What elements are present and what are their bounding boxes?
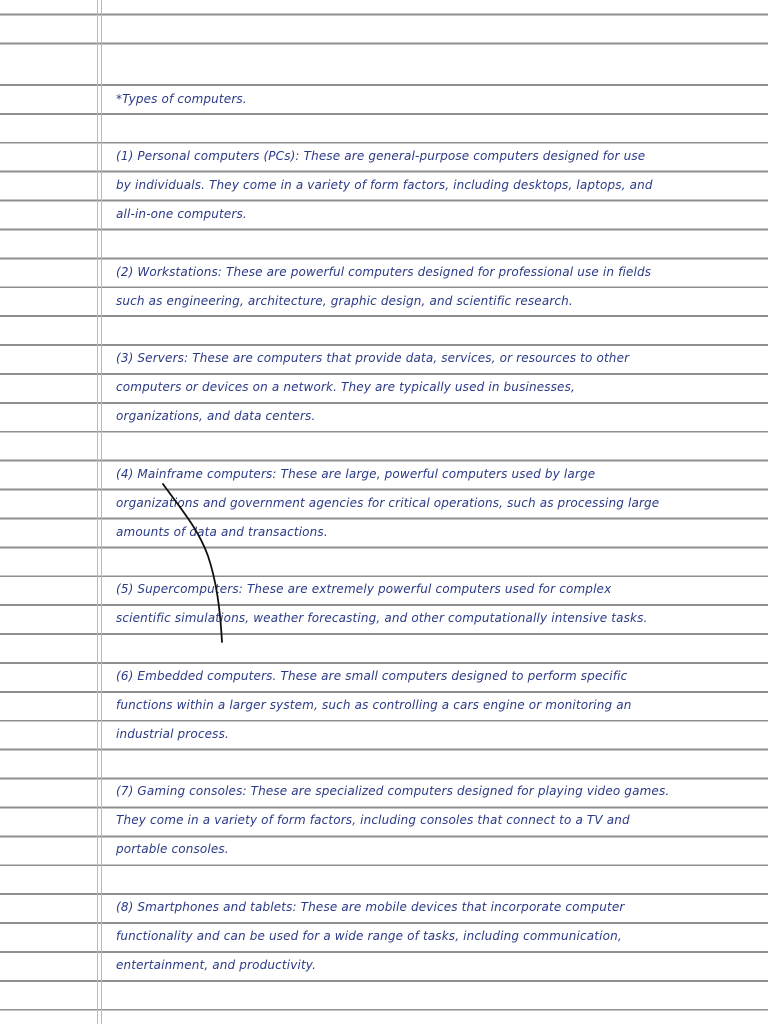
note-line: entertainment, and productivity. xyxy=(116,958,317,972)
note-line: scientific simulations, weather forecasting, and other computationally intensive tasks. xyxy=(116,611,648,625)
note-line: (1) Personal computers (PCs): These are general-purpose computers designed for use xyxy=(116,149,646,163)
note-line: by individuals. They come in a variety of form factors, including desktops, laptops, and xyxy=(116,178,653,192)
note-line: functionality and can be used for a wide range of tasks, including communication, xyxy=(116,929,622,943)
note-line: computers or devices on a network. They are typically used in businesses, xyxy=(116,380,575,394)
margin-line-left xyxy=(97,0,98,1024)
note-line: (8) Smartphones and tablets: These are mobile devices that incorporate computer xyxy=(116,900,625,914)
note-line: (3) Servers: These are computers that provide data, services, or resources to other xyxy=(116,351,630,365)
margin-line-right xyxy=(101,0,102,1024)
note-line: (2) Workstations: These are powerful computers designed for professional use in fields xyxy=(116,265,652,279)
note-line: amounts of data and transactions. xyxy=(116,525,328,539)
note-line: industrial process. xyxy=(116,727,229,741)
notes-title: *Types of computers. xyxy=(116,92,247,106)
note-line: (7) Gaming consoles: These are specialized computers designed for playing video games. xyxy=(116,784,670,798)
note-line: functions within a larger system, such as controlling a cars engine or monitoring an xyxy=(116,698,632,712)
note-line: organizations and government agencies for critical operations, such as processing large xyxy=(116,496,660,510)
note-line: They come in a variety of form factors, including consoles that connect to a TV and xyxy=(116,813,630,827)
note-line: such as engineering, architecture, graphic design, and scientific research. xyxy=(116,294,573,308)
note-line: (4) Mainframe computers: These are large, powerful computers used by large xyxy=(116,467,596,481)
note-line: (5) Supercomputers: These are extremely powerful computers used for complex xyxy=(116,582,612,596)
note-line: organizations, and data centers. xyxy=(116,409,316,423)
note-line: portable consoles. xyxy=(116,842,229,856)
note-line: (6) Embedded computers. These are small computers designed to perform specific xyxy=(116,669,628,683)
note-line: all-in-one computers. xyxy=(116,207,247,221)
